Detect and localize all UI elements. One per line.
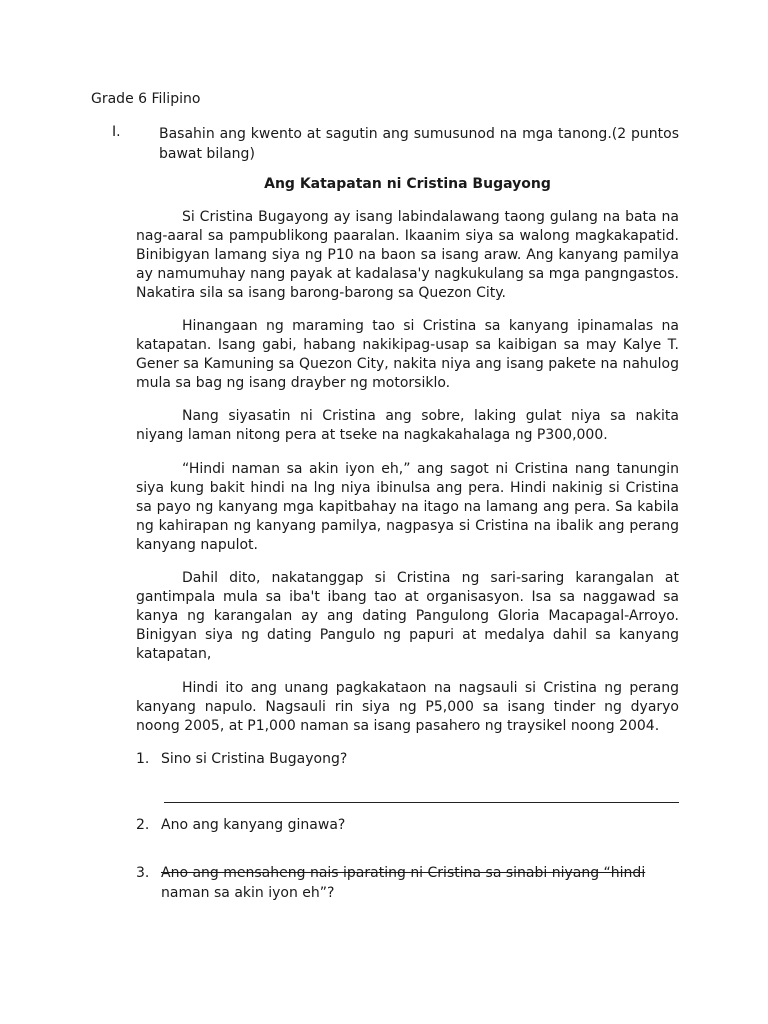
story-paragraph: Dahil dito, nakatanggap si Cristina ng sari-saring karangalan at gantimpala mula sa iba't ibang tao at organisasyon. Isa sa naggawad sa kanya ng karangalan ay ang dating Pangulong Gloria Macapagal-Arroyo. Binigyan siya ng dating Pangulo ng papuri at medalya dahil sa kanyang katapatan, xyxy=(136,570,679,662)
instruction-number: I. xyxy=(112,124,121,140)
answer-line[interactable] xyxy=(164,802,679,803)
question-text: Ano ang kanyang ginawa? xyxy=(161,817,346,833)
question-text-struck: Ano ang mensaheng nais iparating ni Cristina sa sinabi niyang “hindi xyxy=(161,865,646,881)
question-item xyxy=(136,815,679,835)
question-item xyxy=(136,749,679,769)
question-item xyxy=(136,863,679,903)
question-text-rest: naman sa akin iyon eh”? xyxy=(161,885,335,901)
grade-heading: Grade 6 Filipino xyxy=(91,91,201,107)
story-paragraph: Hinangaan ng maraming tao si Cristina sa kanyang ipinamalas na katapatan. Isang gabi, habang nakikipag-usap sa kaibigan sa may Kalye T. Gener sa Kamuning sa Quezon City, nakita niya ang isang pakete na nahulog mula sa bag ng isang drayber ng motorsiklo. xyxy=(136,318,679,391)
question-number: 3. xyxy=(136,865,150,881)
story-paragraph: Si Cristina Bugayong ay isang labindalawang taong gulang na bata na nag-aaral sa pampublikong paaralan. Ikaanim siya sa walong magkakapatid. Binibigyan lamang siya ng P10 na baon sa isang araw. Ang kanyang pamilya ay namumuhay nang payak at kadalasa'y nagkukulang sa mga pangngastos. Nakatira sila sa isang barong-barong sa Quezon City. xyxy=(136,209,679,301)
question-number: 2. xyxy=(136,817,150,833)
question-number: 1. xyxy=(136,751,150,767)
question-text: Sino si Cristina Bugayong? xyxy=(161,751,348,767)
story-paragraph: Hindi ito ang unang pagkakataon na nagsauli si Cristina ng perang kanyang napulo. Nagsauli rin siya ng P5,000 sa isang tinder ng dyaryo noong 2005, at P1,000 naman sa isang pasahero ng traysikel noong 2004. xyxy=(136,680,679,734)
story-paragraph: “Hindi naman sa akin iyon eh,” ang sagot ni Cristina nang tanungin siya kung bakit hindi na lng niya ibinulsa ang pera. Hindi nakinig si Cristina sa payo ng kanyang mga kapitbahay na itago na lamang ang pera. Sa kabila ng kahirapan ng kanyang pamilya, nagpasya si Cristina na ibalik ang perang kanyang napulot. xyxy=(136,461,679,553)
story-paragraph: Nang siyasatin ni Cristina ang sobre, laking gulat niya sa nakita niyang laman nitong pera at tseke na nagkakahalaga ng P300,000. xyxy=(136,408,679,443)
question-text xyxy=(161,863,679,903)
story-title: Ang Katapatan ni Cristina Bugayong xyxy=(264,176,551,192)
instruction-text: Basahin ang kwento at sagutin ang sumusunod na mga tanong.(2 puntos bawat bilang) xyxy=(159,126,679,162)
